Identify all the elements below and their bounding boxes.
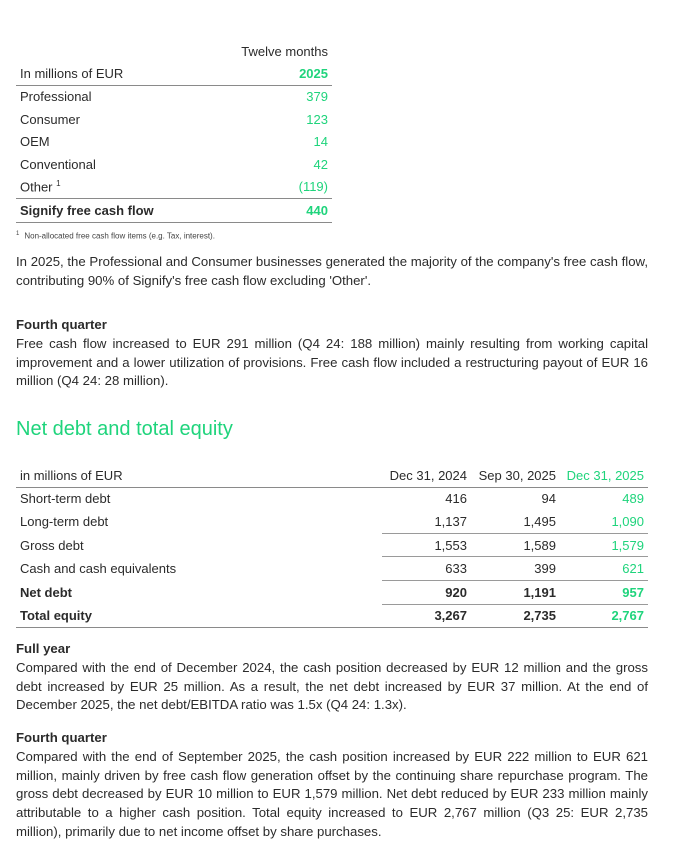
section-heading: Fourth quarter [16,730,107,745]
cell: 416 [445,491,467,507]
column-header: Dec 31, 2024 [382,464,471,487]
cell: 621 [560,557,648,581]
cell: 94 [541,491,556,507]
section-title: Net debt and total equity [16,418,233,440]
row-label: Cash and cash equivalents [20,561,177,577]
row-label: Professional [20,89,92,105]
cell: 3,267 [382,604,471,628]
row-value: 14 [313,134,328,150]
table-row [16,176,332,199]
section-heading: Fourth quarter [16,317,107,332]
table-row [16,580,648,604]
period-caption: Twelve months [241,43,328,59]
table-row [16,131,332,154]
cell: 1,589 [471,533,560,557]
row-label: OEM [20,134,50,150]
section-body: Compared with the end of December 2024, the cash position decreased by EUR 12 million and the gross debt increased by EUR 25 million. As a result, the net debt increased by EUR 37 million. At the end of December 2025, the net debt/EBITDA ratio was 1.5x (Q4 24: 1.3x). [16,659,648,713]
row-value: 123 [306,111,328,127]
cell: 489 [622,491,644,507]
cell: 1,137 [434,513,467,529]
row-label: Net debt [20,584,72,600]
column-header: Sep 30, 2025 [471,464,560,487]
unit-label: in millions of EUR [16,464,382,487]
row-label-text: Other [20,179,53,195]
cell: 1,579 [560,533,648,557]
cell: 957 [560,580,648,604]
full-year-section [16,640,648,715]
row-label: Short-term debt [20,491,111,507]
table-row [16,510,648,533]
table-row [16,487,648,510]
cell: 1,553 [382,533,471,557]
row-value: (119) [298,179,328,195]
row-label: Conventional [20,156,96,172]
total-label: Signify free cash flow [16,199,266,223]
table-row [16,557,648,581]
row-value: 379 [306,89,328,105]
cell: 1,191 [471,580,560,604]
footnote-marker: 1 [16,231,20,237]
row-label: Long-term debt [20,514,109,530]
table-row [16,153,332,176]
cell: 920 [382,580,471,604]
footnote-marker: 1 [56,179,61,189]
footnote [16,231,215,241]
cell: 633 [382,557,471,581]
section-body: Free cash flow increased to EUR 291 million (Q4 24: 188 million) mainly resulting from working capital improvement and a lower utilization of provisions. Free cash flow included a restructuring payout of EUR 16 million (Q4 24: 28 million). [16,335,648,389]
table-row [16,604,648,628]
year-header: 2025 [266,62,332,85]
row-label [16,176,266,199]
table-row [16,108,332,131]
row-label: Total equity [16,604,382,628]
row-label: Gross debt [20,537,84,553]
row-value: 42 [313,156,328,172]
row-label: Consumer [20,111,80,127]
cell: 2,767 [560,604,648,628]
column-header-current: Dec 31, 2025 [560,464,648,487]
cell: 1,495 [523,513,556,529]
table-row [16,533,648,557]
table-row [16,85,332,108]
section-heading: Full year [16,641,71,656]
fcf-q4-section [16,316,648,391]
total-value: 440 [266,199,332,223]
cell: 1,090 [611,513,644,529]
net-debt-q4-section [16,729,648,842]
section-body: Compared with the end of September 2025, the cash position increased by EUR 222 million to EUR 621 million, mainly driven by free cash flow generation offset by the continuing share repurchase program. The gross debt decreased by EUR 10 million to EUR 1,579 million. Net debt reduced by EUR 233 million mainly attributable to a higher cash position. Total equity increased to EUR 2,767 million (Q3 25: EUR 2,735 million), primarily due to net income offset by share purchases. [16,748,648,839]
net-debt-table [16,464,648,628]
fcf-summary-paragraph: In 2025, the Professional and Consumer businesses generated the majority of the company's free cash flow, contributing 90% of Signify's free cash flow excluding 'Other'. [16,254,648,288]
footnote-text: Non-allocated free cash flow items (e.g. Tax, interest). [24,231,215,241]
free-cash-flow-table [16,40,332,223]
cell: 2,735 [471,604,560,628]
unit-label: In millions of EUR [16,62,266,85]
cell: 399 [471,557,560,581]
total-row [16,199,332,223]
